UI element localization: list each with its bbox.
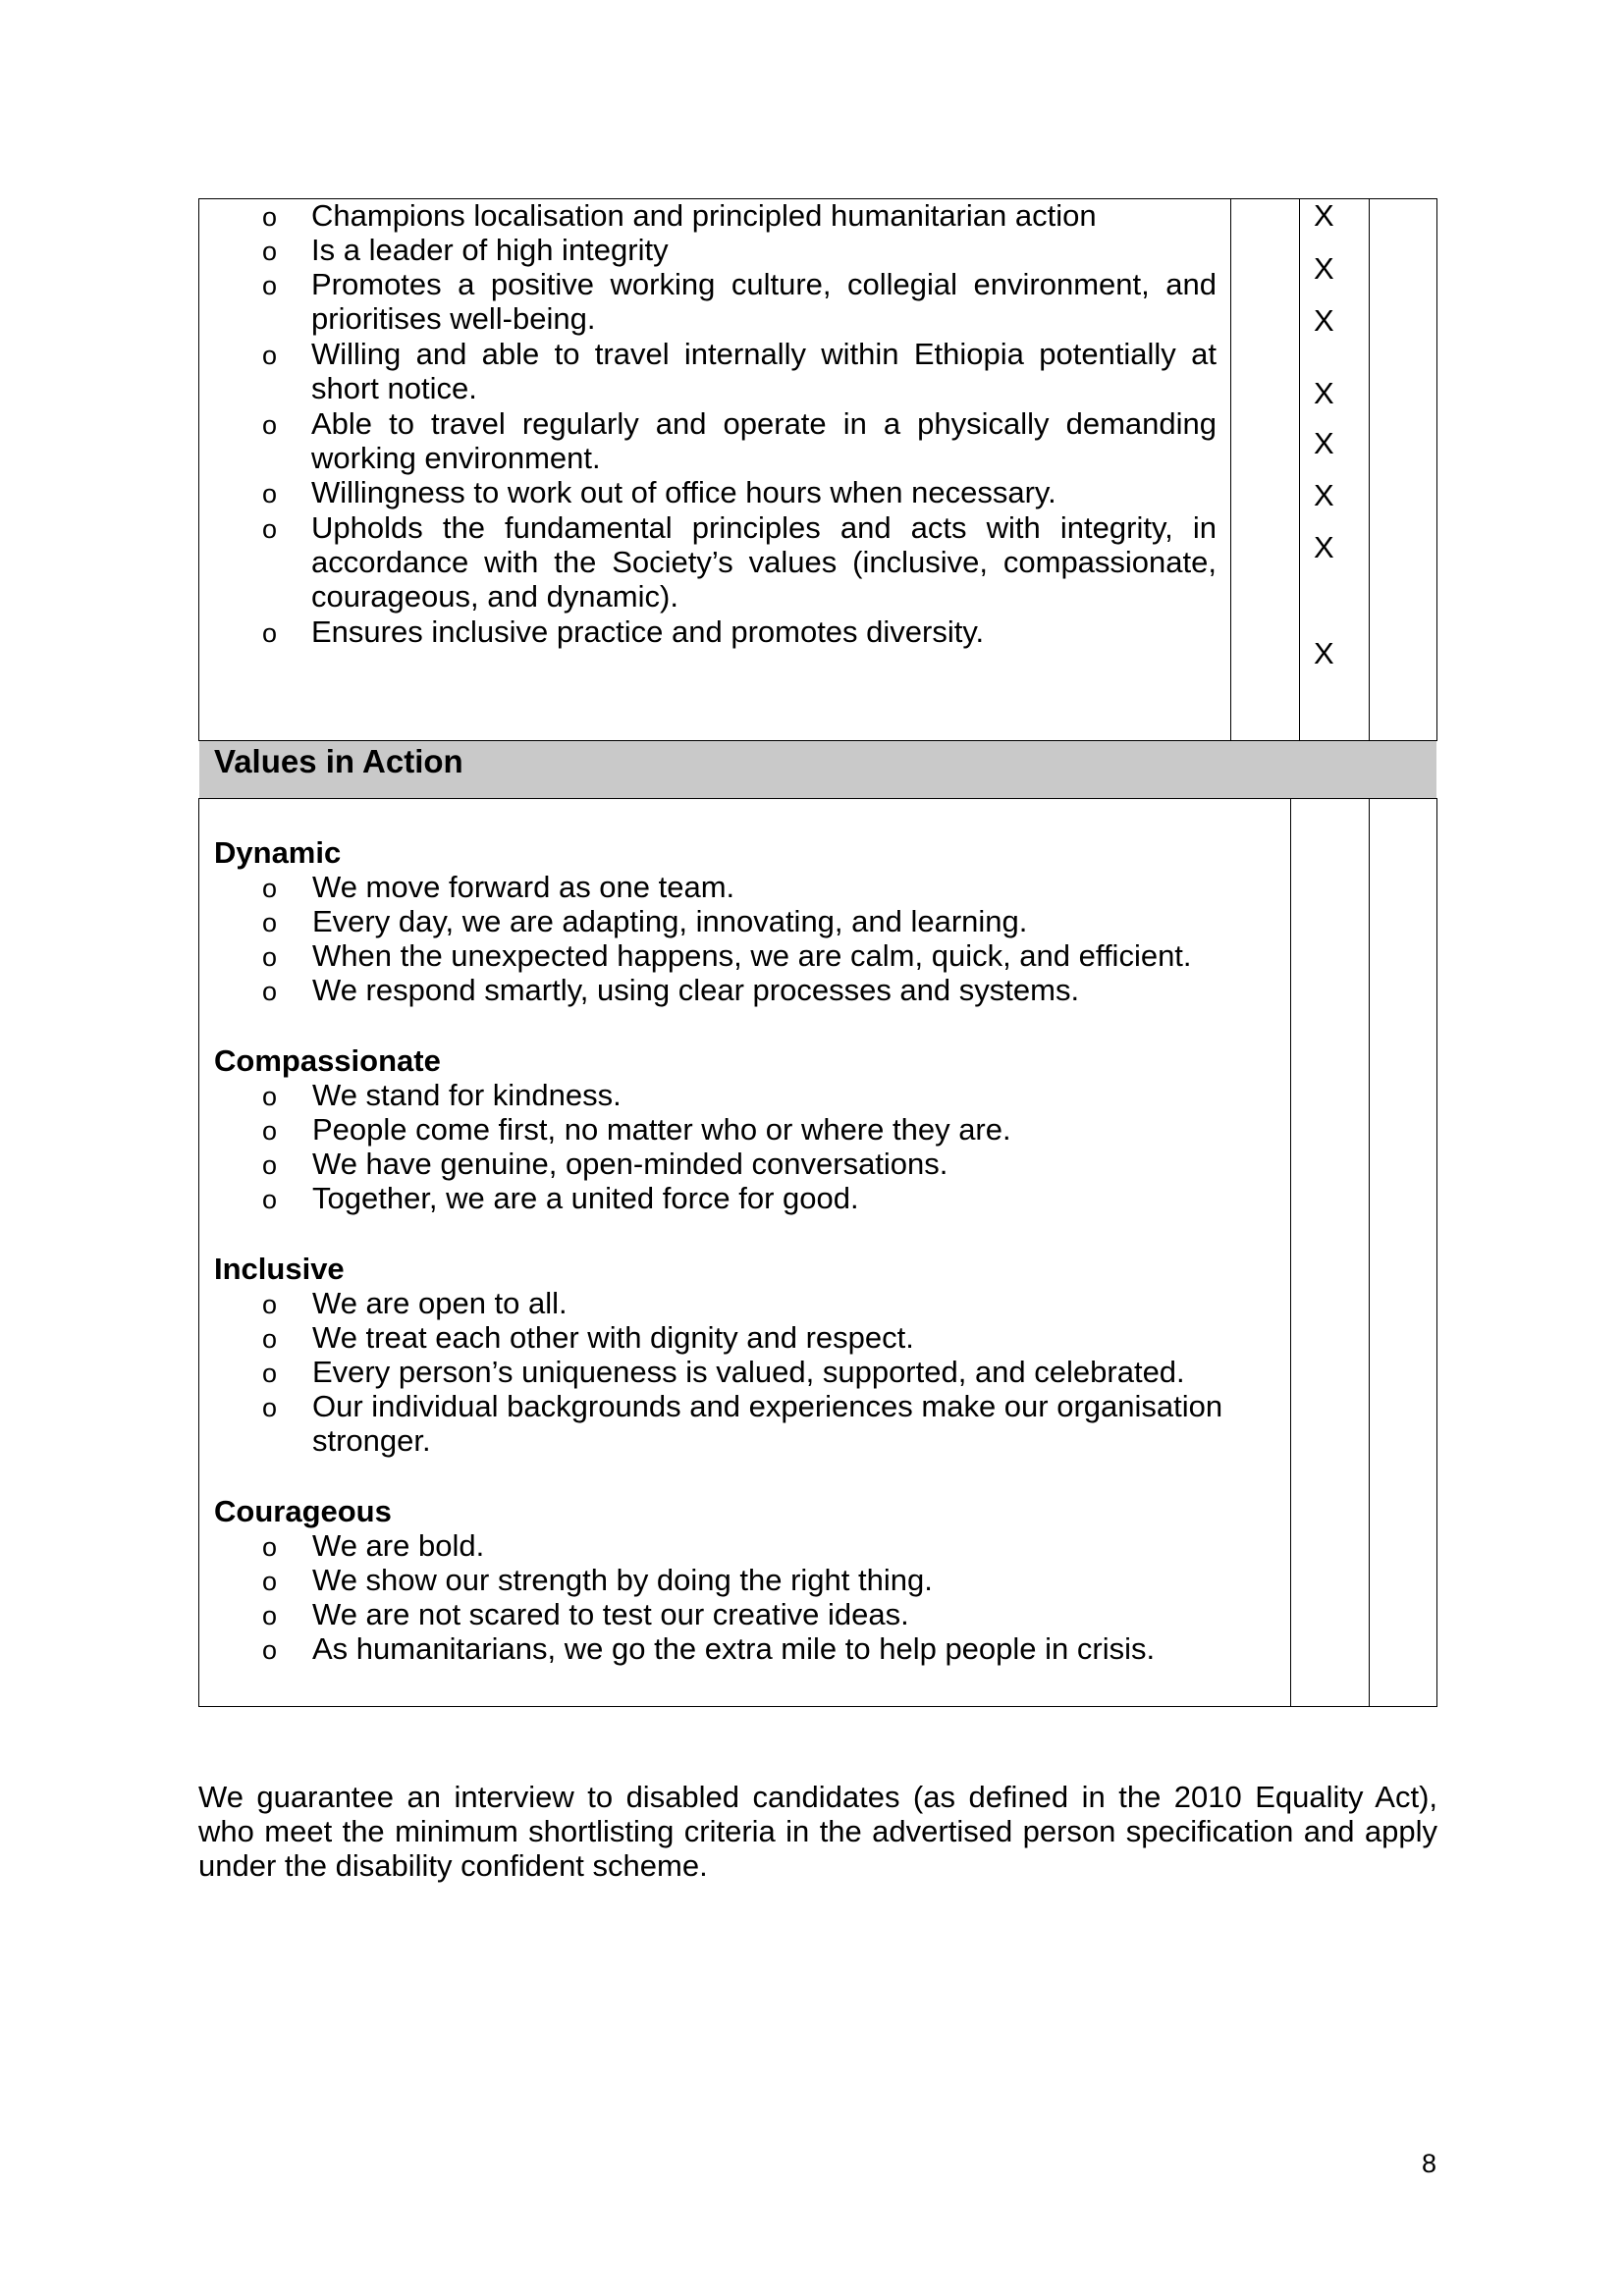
value-item: We show our strength by doing the right thing.	[312, 1563, 933, 1597]
bullet-icon: o	[262, 479, 278, 508]
essential-mark: X	[1314, 636, 1334, 670]
essential-mark: X	[1314, 478, 1334, 512]
bullet-icon: o	[262, 410, 278, 440]
bullet-icon: o	[262, 1324, 278, 1354]
page-number: 8	[1422, 2149, 1437, 2178]
criteria-col-divider-1	[1230, 198, 1231, 741]
essential-mark: X	[1314, 303, 1334, 338]
bullet-icon: o	[262, 1567, 278, 1596]
bullet-icon: o	[262, 1359, 278, 1388]
bullet-icon: o	[262, 1185, 278, 1214]
bullet-icon: o	[262, 514, 278, 544]
values-col-divider-1	[1290, 798, 1291, 1707]
value-item: We are open to all.	[312, 1286, 568, 1320]
bullet-icon: o	[262, 618, 278, 648]
value-item: We have genuine, open-minded conversations.	[312, 1147, 948, 1181]
value-item: Every person’s uniqueness is valued, supported, and celebrated.	[312, 1355, 1185, 1389]
bullet-icon: o	[262, 977, 278, 1006]
bullet-icon: o	[262, 1532, 278, 1562]
bullet-icon: o	[262, 1601, 278, 1630]
bullet-icon: o	[262, 1082, 278, 1111]
bullet-icon: o	[262, 341, 278, 370]
bullet-icon: o	[262, 1116, 278, 1146]
essential-mark: X	[1314, 251, 1334, 286]
bullet-icon: o	[262, 1150, 278, 1180]
value-item: Our individual backgrounds and experiences make our organisation stronger.	[312, 1389, 1223, 1458]
bullet-icon: o	[262, 1635, 278, 1665]
disability-confident-statement: We guarantee an interview to disabled candidates (as defined in the 2010 Equality Act), who meet the minimum shortlisting criteria in the advertised person specification and apply under the disability confident scheme.	[198, 1780, 1437, 1883]
bullet-icon: o	[262, 908, 278, 937]
value-item: We respond smartly, using clear processes and systems.	[312, 973, 1080, 1007]
value-item: We move forward as one team.	[312, 870, 735, 904]
value-title: Dynamic	[214, 835, 342, 870]
criteria-item-text: Promotes a positive working culture, collegial environment, and prioritises well-being.	[311, 267, 1217, 336]
essential-mark: X	[1314, 530, 1334, 564]
criteria-item-text: Willingness to work out of office hours when necessary.	[311, 475, 1056, 509]
criteria-item-text: Ensures inclusive practice and promotes diversity.	[311, 614, 985, 649]
value-title: Courageous	[214, 1494, 392, 1528]
bullet-icon: o	[262, 874, 278, 903]
essential-mark: X	[1314, 198, 1334, 233]
essential-mark: X	[1314, 376, 1334, 410]
value-item: Every day, we are adapting, innovating, and learning.	[312, 904, 1028, 938]
value-item: As humanitarians, we go the extra mile to help people in crisis.	[312, 1631, 1156, 1666]
bullet-icon: o	[262, 271, 278, 300]
value-item: People come first, no matter who or where they are.	[312, 1112, 1011, 1147]
criteria-item-text: Able to travel regularly and operate in a physically demanding working environment.	[311, 406, 1217, 475]
bullet-icon: o	[262, 1393, 278, 1422]
value-item: When the unexpected happens, we are calm, quick, and efficient.	[312, 938, 1192, 973]
bullet-icon: o	[262, 1290, 278, 1319]
value-item: We are bold.	[312, 1528, 485, 1563]
criteria-item-text: Willing and able to travel internally within Ethiopia potentially at short notice.	[311, 337, 1217, 405]
value-title: Inclusive	[214, 1252, 345, 1286]
criteria-item-text: Upholds the fundamental principles and acts with integrity, in accordance with the Society’s values (inclusive, compassionate, courageous, and dynamic).	[311, 510, 1217, 614]
criteria-col-divider-2	[1299, 198, 1300, 741]
criteria-col-divider-3	[1369, 198, 1370, 741]
bullet-icon: o	[262, 237, 278, 266]
value-item: We stand for kindness.	[312, 1078, 622, 1112]
criteria-item-text: Champions localisation and principled humanitarian action	[311, 198, 1097, 233]
value-item: Together, we are a united force for good.	[312, 1181, 859, 1215]
bullet-icon: o	[262, 202, 278, 232]
values-col-divider-2	[1369, 798, 1370, 1707]
value-item: We are not scared to test our creative ideas.	[312, 1597, 909, 1631]
bullet-icon: o	[262, 942, 278, 972]
essential-mark: X	[1314, 426, 1334, 460]
criteria-item-text: Is a leader of high integrity	[311, 233, 669, 267]
values-heading: Values in Action	[214, 743, 463, 779]
value-title: Compassionate	[214, 1043, 441, 1078]
value-item: We treat each other with dignity and respect.	[312, 1320, 914, 1355]
